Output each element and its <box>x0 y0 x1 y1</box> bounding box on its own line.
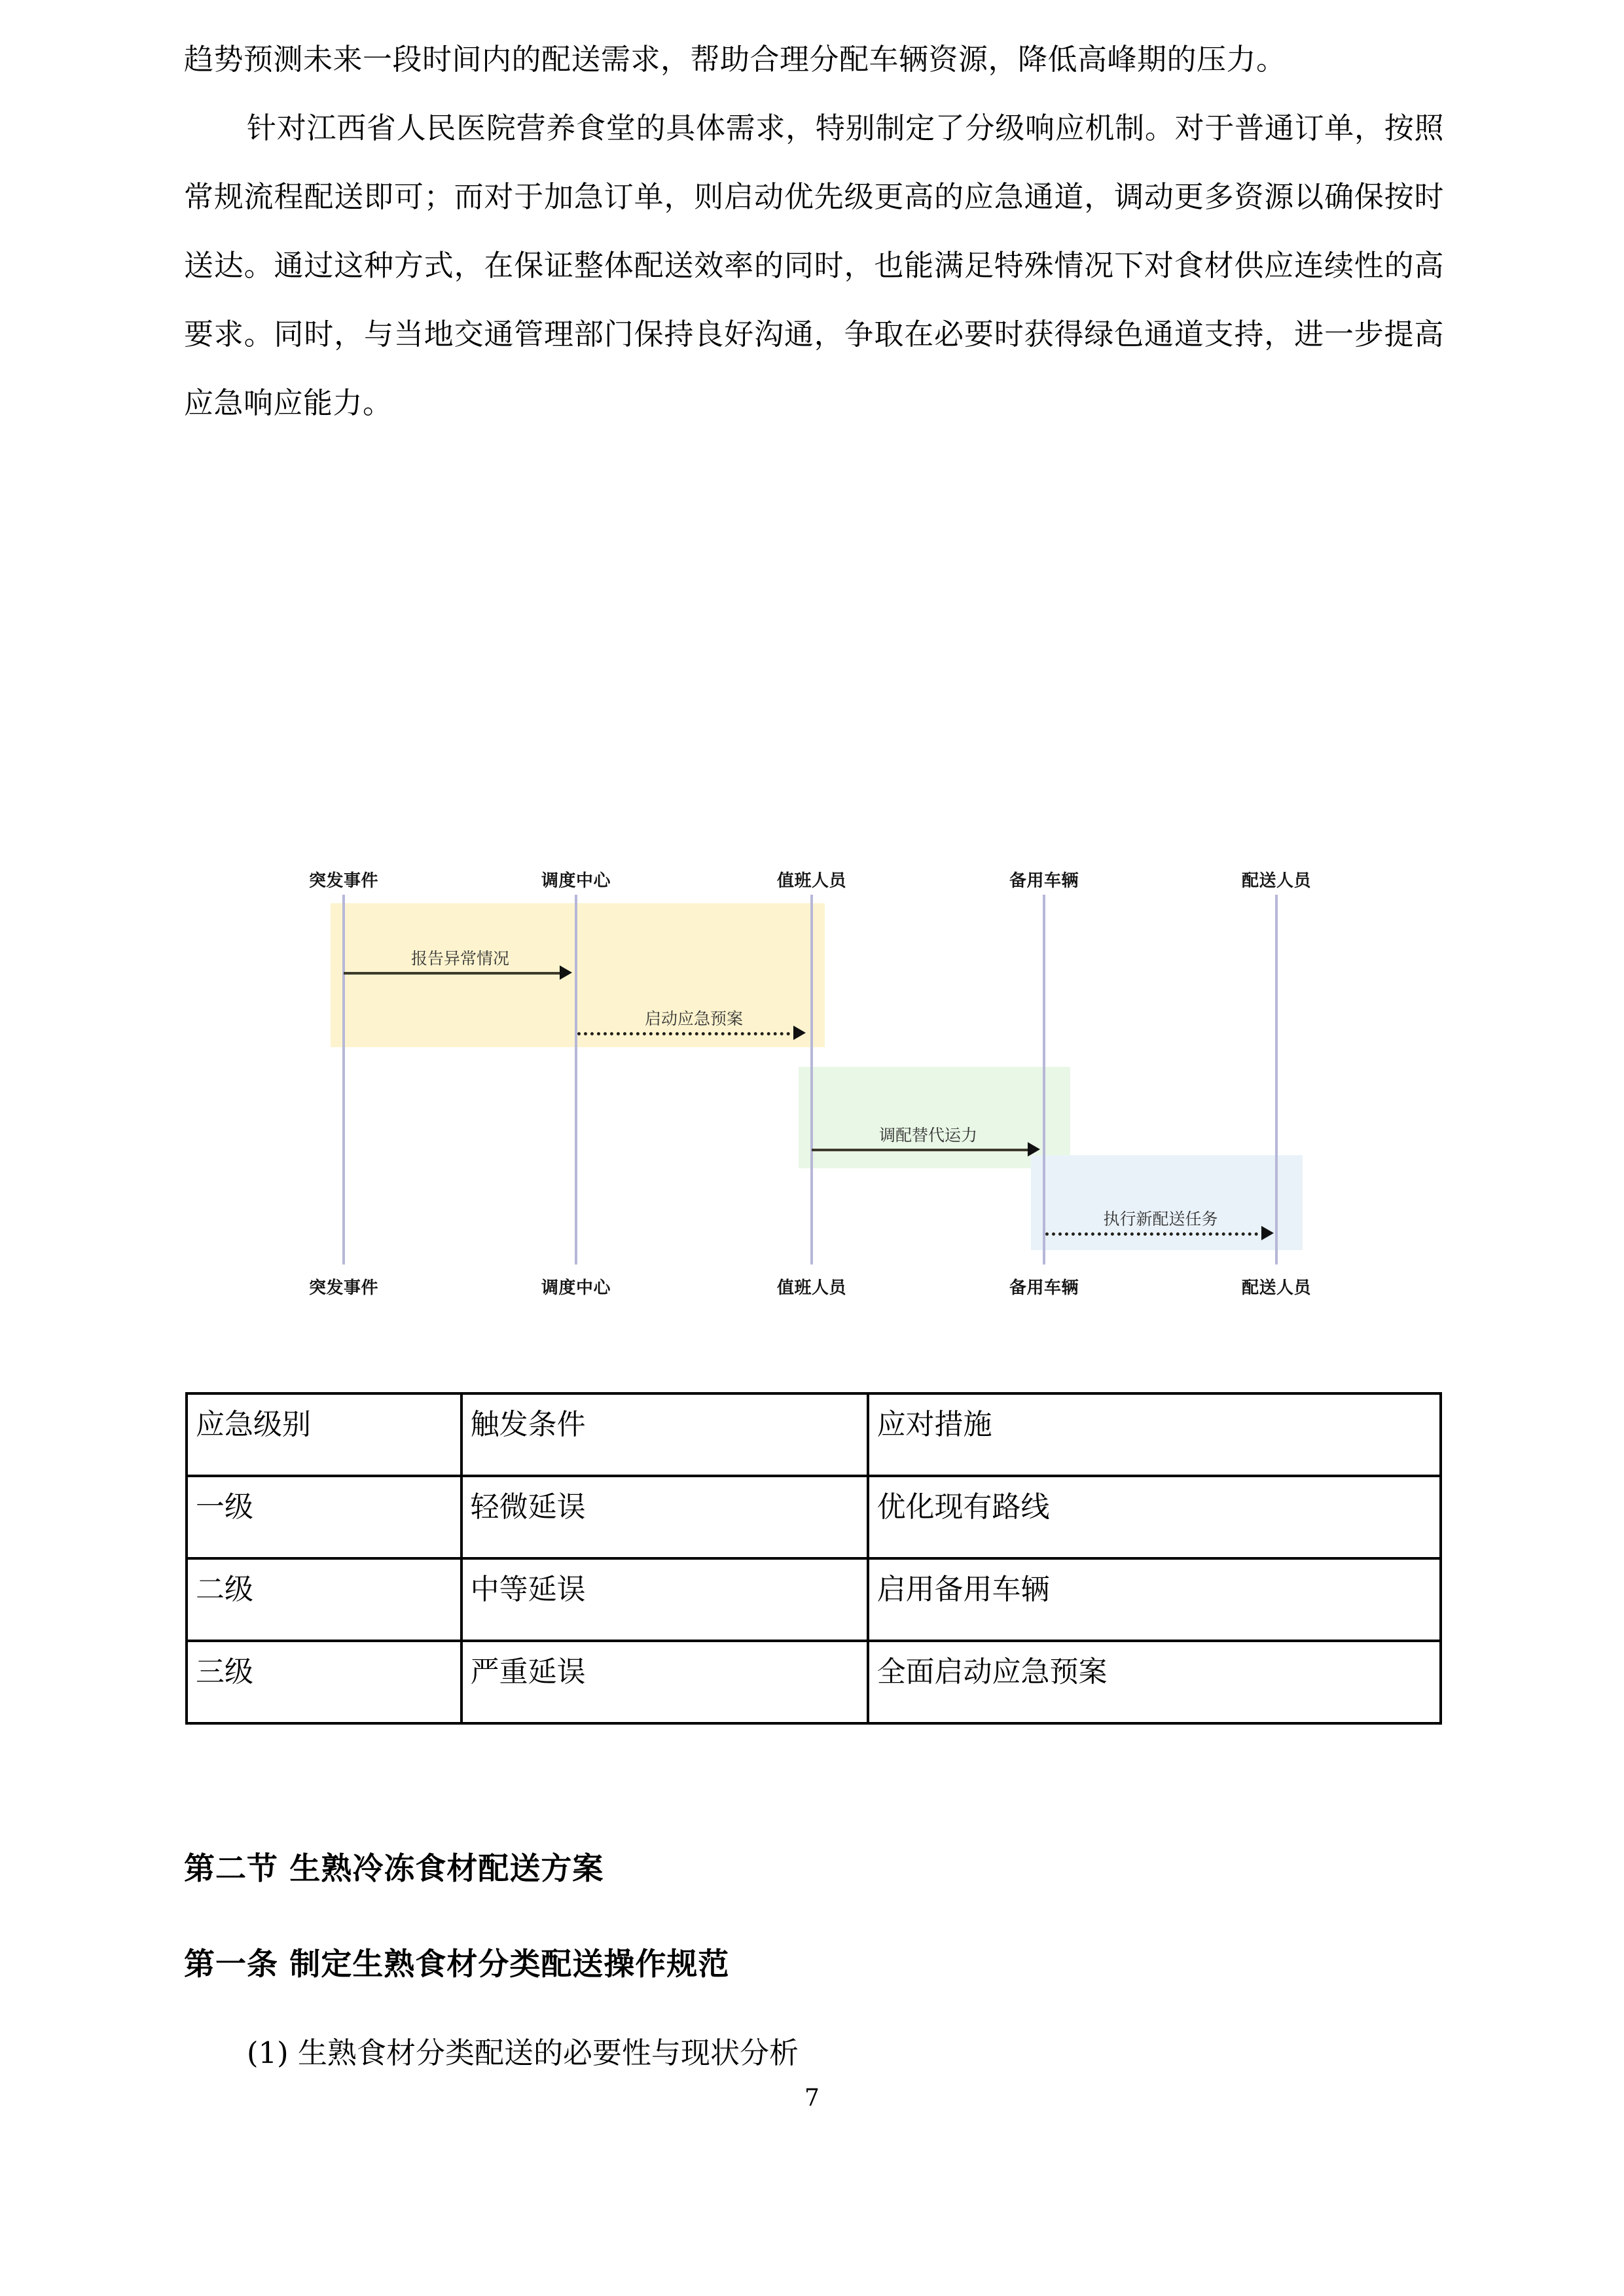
table-header-cell-trigger: 触发条件 <box>461 1393 868 1476</box>
message-arrowhead-3 <box>1028 1142 1040 1157</box>
actor-label-bottom-2: 调度中心 <box>541 1278 611 1298</box>
lifeline-line-1 <box>342 895 345 1265</box>
message-arrowhead-4 <box>1261 1226 1274 1240</box>
message-arrowhead-1 <box>560 965 572 980</box>
actor-label-top-4: 备用车辆 <box>1009 871 1079 891</box>
message-line-4 <box>1045 1232 1258 1236</box>
section-heading: 第二节 生熟冷冻食材配送方案 <box>184 1851 604 1887</box>
message-line-2 <box>577 1032 790 1035</box>
table-row <box>187 1558 1441 1641</box>
lifeline-line-3 <box>810 895 813 1265</box>
actor-label-top-1: 突发事件 <box>308 871 379 891</box>
message-label-1: 报告异常情况 <box>410 949 510 968</box>
list-item: (1) 生熟食材分类配送的必要性与现状分析 <box>247 2036 799 2070</box>
table-header-cell-measure: 应对措施 <box>868 1393 1441 1476</box>
table-cell-trigger: 严重延误 <box>461 1641 868 1723</box>
table-header-cell-level: 应急级别 <box>187 1393 461 1476</box>
table-cell-measure: 全面启动应急预案 <box>868 1641 1441 1723</box>
body-text-block <box>184 25 1444 437</box>
message-label-4: 执行新配送任务 <box>1103 1210 1218 1229</box>
lifeline-line-2 <box>575 895 577 1265</box>
table-cell-level: 三级 <box>187 1641 461 1723</box>
actor-label-top-3: 值班人员 <box>776 871 847 891</box>
message-label-3: 调配替代运力 <box>878 1126 978 1145</box>
table-row <box>187 1476 1441 1558</box>
message-label-2: 启动应急预案 <box>644 1009 744 1028</box>
page-number: 7 <box>804 2085 820 2111</box>
actor-label-top-5: 配送人员 <box>1241 871 1312 891</box>
message-line-3 <box>812 1149 1028 1151</box>
paragraph-1: 趋势预测未来一段时间内的配送需求，帮助合理分配车辆资源，降低高峰期的压力。 <box>184 42 1286 77</box>
message-arrowhead-2 <box>793 1026 806 1040</box>
emergency-level-table <box>185 1392 1442 1725</box>
emergency-report-block <box>331 903 825 1047</box>
table-cell-measure: 启用备用车辆 <box>868 1558 1441 1641</box>
article-heading: 第一条 制定生熟食材分类配送操作规范 <box>184 1946 730 1982</box>
table-cell-measure: 优化现有路线 <box>868 1476 1441 1558</box>
lifeline-line-4 <box>1043 895 1045 1265</box>
table-cell-trigger: 中等延误 <box>461 1558 868 1641</box>
paragraph-2: 针对江西省人民医院营养食堂的具体需求，特别制定了分级响应机制。对于普通订单，按照常规流程配送即可；而对于加急订单，则启动优先级更高的应急通道，调动更多资源以确保按时送达。通过这种方式，在保证整体配送效率的同时，也能满足特殊情况下对食材供应连续性的高要求。同时，与当地交通管理部门保持良好沟通，争取在必要时获得绿色通道支持，进一步提高应急响应能力。 <box>184 111 1444 420</box>
actor-label-bottom-4: 备用车辆 <box>1009 1278 1079 1298</box>
table-row <box>187 1641 1441 1723</box>
actor-label-top-2: 调度中心 <box>541 871 611 891</box>
actor-label-bottom-5: 配送人员 <box>1241 1278 1312 1298</box>
table-cell-level: 一级 <box>187 1476 461 1558</box>
message-line-1 <box>344 972 560 975</box>
actor-label-bottom-3: 值班人员 <box>776 1278 847 1298</box>
emergency-response-sequence-diagram <box>262 867 1375 1299</box>
table-cell-level: 二级 <box>187 1558 461 1641</box>
table-header-row <box>187 1393 1441 1476</box>
actor-label-bottom-1: 突发事件 <box>308 1278 379 1298</box>
table-cell-trigger: 轻微延误 <box>461 1476 868 1558</box>
lifeline-line-5 <box>1275 895 1278 1265</box>
